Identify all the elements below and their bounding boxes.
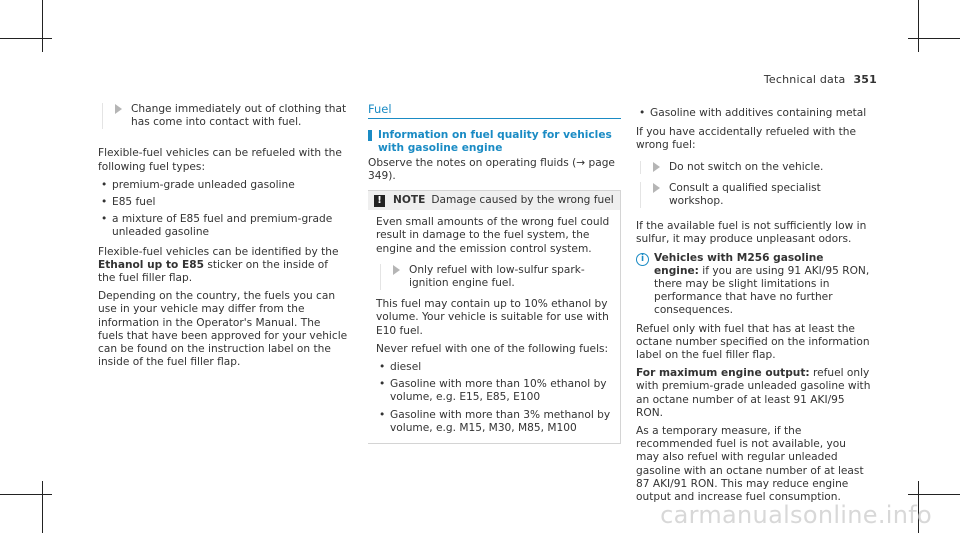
text: refuel only with premium-grade unleaded gasoline with an octane number of at least 91 AKI/95 RON. [636, 367, 871, 419]
info-icon: i [636, 253, 649, 266]
list-item: • E85 fuel [98, 196, 348, 209]
list-item: • Gasoline with more than 3% methanol by volume, e.g. M15, M30, M85, M100 [376, 409, 612, 435]
emphasis: For maximum engine output: [636, 367, 810, 380]
list-item: • a mixture of E85 fuel and premium-grade unleaded gasoline [98, 213, 348, 239]
paragraph [636, 367, 872, 420]
step-text: Do not switch on the vehicle. [669, 160, 824, 173]
sticker-name: Ethanol up to E85 [98, 258, 204, 271]
list-item: • diesel [376, 361, 612, 374]
step-text: Only refuel with low-sulfur spark-ignition engine fuel. [409, 263, 585, 290]
crop-mark [0, 38, 52, 39]
note-heading: Damage caused by the wrong fuel [431, 194, 614, 207]
step-arrow-icon [653, 162, 660, 172]
warning-icon: ! [374, 195, 385, 207]
step-arrow-icon [653, 183, 660, 193]
column-1 [98, 103, 348, 374]
paragraph: This fuel may contain up to 10% ethanol by volume. Your vehicle is suitable for use with E10 fuel. [376, 298, 609, 337]
paragraph: If the available fuel is not sufficiently low in sulfur, it may produce unpleasant odors. [636, 220, 867, 246]
paragraph: Depending on the country, the fuels you can use in your vehicle may differ from the information in the Operator's Manual. The fuels that have been approved for your vehicle can be found on the instruction label on the inside of the fuel filler flap. [98, 290, 348, 369]
crop-mark [908, 38, 960, 39]
paragraph: Observe the notes on operating fluids (→ page 349). [368, 156, 615, 182]
instruction-step [380, 264, 612, 290]
paragraph: If you have accidentally refueled with the wrong fuel: [636, 126, 857, 152]
column-3 [636, 103, 872, 509]
fuel-type-list [98, 179, 348, 240]
instruction-step [640, 182, 872, 208]
note-header [368, 191, 620, 210]
list-item: • premium-grade unleaded gasoline [98, 179, 348, 192]
step-text: Consult a qualified specialist workshop. [669, 181, 821, 208]
running-header [764, 73, 877, 86]
section-title: Fuel [368, 103, 621, 119]
instruction-step [640, 161, 872, 174]
paragraph: Even small amounts of the wrong fuel could result in damage to the fuel system, the engine and the emission control system. [376, 216, 610, 255]
list-item: • Gasoline with additives containing metal [636, 107, 872, 120]
crop-mark [0, 494, 52, 495]
paragraph: As a temporary measure, if the recommended fuel is not available, you may also refuel with regular unleaded gasoline with an octane number of at least 87 AKI/91 RON. This may reduce engine output and increase fuel consumption. [636, 425, 864, 504]
note-body [368, 210, 620, 443]
crop-mark [918, 0, 919, 52]
text: Flexible-fuel vehicles can be identified by the [98, 245, 339, 258]
wrong-fuel-list [376, 361, 612, 435]
text: sticker on the inside of the fuel filler flap. [98, 258, 329, 285]
instruction-step [102, 103, 348, 129]
wrong-fuel-list-cont [636, 107, 872, 120]
note-label: NOTE [393, 194, 426, 207]
info-heading: Vehicles with M256 gasoline engine: [654, 251, 824, 277]
subsection-title: Information on fuel quality for vehicles with gasoline engine [368, 129, 621, 155]
note-box [368, 190, 621, 444]
paragraph: Refuel only with fuel that has at least the octane number specified on the information label on the fuel filler flap. [636, 322, 870, 362]
crop-mark [42, 481, 43, 533]
list-item: • Gasoline with more than 10% ethanol by volume, e.g. E15, E85, E100 [376, 378, 612, 404]
paragraph: Flexible-fuel vehicles can be refueled with the following fuel types: [98, 147, 342, 173]
info-text: if you are using 91 AKI/95 RON, there may be slight limitations in performance that have no further consequences. [654, 264, 870, 317]
step-text: Change immediately out of clothing that has come into contact with fuel. [131, 103, 347, 129]
info-note [636, 252, 872, 318]
crop-mark [908, 494, 960, 495]
header-section: Technical data [763, 73, 846, 86]
step-arrow-icon [393, 265, 400, 275]
paragraph: Never refuel with one of the following fuels: [376, 342, 609, 355]
watermark: carmanualsonline.info [660, 501, 932, 529]
crop-mark [42, 0, 43, 52]
column-2 [368, 103, 621, 444]
step-arrow-icon [115, 104, 122, 114]
paragraph [98, 246, 348, 286]
page-number: 351 [853, 73, 877, 86]
